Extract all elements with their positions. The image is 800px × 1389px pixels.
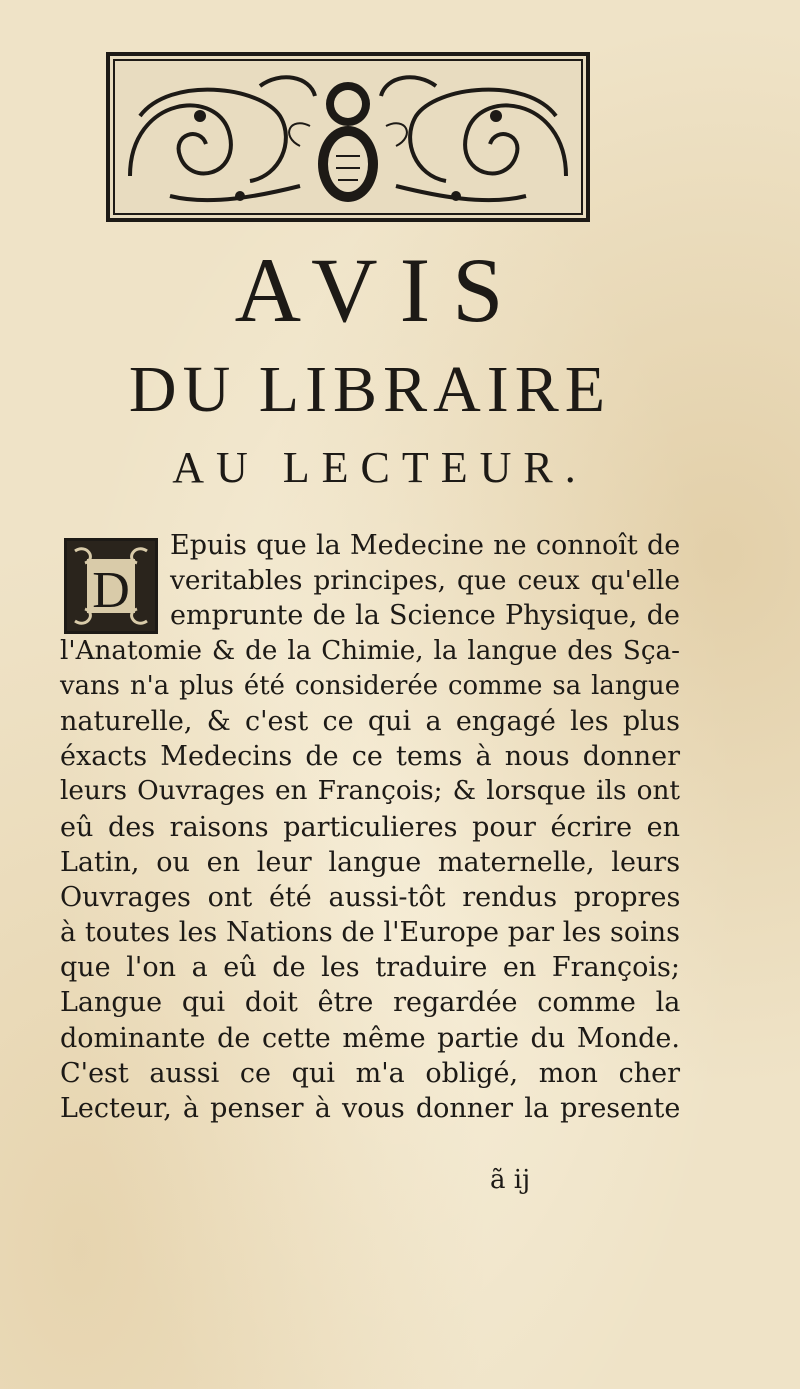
body-text [60, 528, 680, 1126]
signature-mark: ã ij [490, 1165, 531, 1195]
title-avis: AVIS [234, 239, 526, 341]
title-au-lecteur: AU LECTEUR. [172, 443, 588, 492]
text-line: vans n'a plus été considerée comme sa langue [60, 670, 680, 701]
text-line: Ouvrages ont été aussi-tôt rendus propres [60, 881, 681, 913]
text-line: Langue qui doit être regardée comme la [60, 987, 681, 1019]
text-line: eû des raisons particulieres pour écrire en [60, 811, 680, 843]
text-line: Epuis que la Medecine ne connoît de [170, 530, 681, 561]
ornamental-headpiece [106, 52, 590, 222]
text-line: Lecteur, à penser à vous donner la presente [60, 1093, 681, 1124]
text-line: éxacts Medecins de ce tems à nous donner [60, 741, 680, 773]
title-du-libraire: DU LIBRAIRE [128, 353, 612, 426]
text-line: C'est aussi ce qui m'a obligé, mon cher [60, 1057, 680, 1089]
svg-text:D: D [92, 562, 130, 619]
text-line: Latin, ou en leur langue maternelle, leurs [60, 846, 681, 878]
text-line: dominante de cette même partie du Monde. [60, 1022, 680, 1054]
text-line: emprunte de la Science Physique, de [170, 600, 680, 632]
text-line: que l'on a eû de les traduire en François; [60, 952, 680, 984]
text-line: naturelle, & c'est ce qui a engagé les plus [60, 705, 680, 737]
headpiece-ornament-icon [110, 56, 586, 218]
text-line: l'Anatomie & de la Chimie, la langue des Sça- [60, 635, 680, 666]
text-line: leurs Ouvrages en François; & lorsque ils ont [60, 776, 680, 807]
text-line: veritables principes, que ceux qu'elle [170, 565, 680, 597]
text-line: à toutes les Nations de l'Europe par les soins [60, 917, 680, 949]
